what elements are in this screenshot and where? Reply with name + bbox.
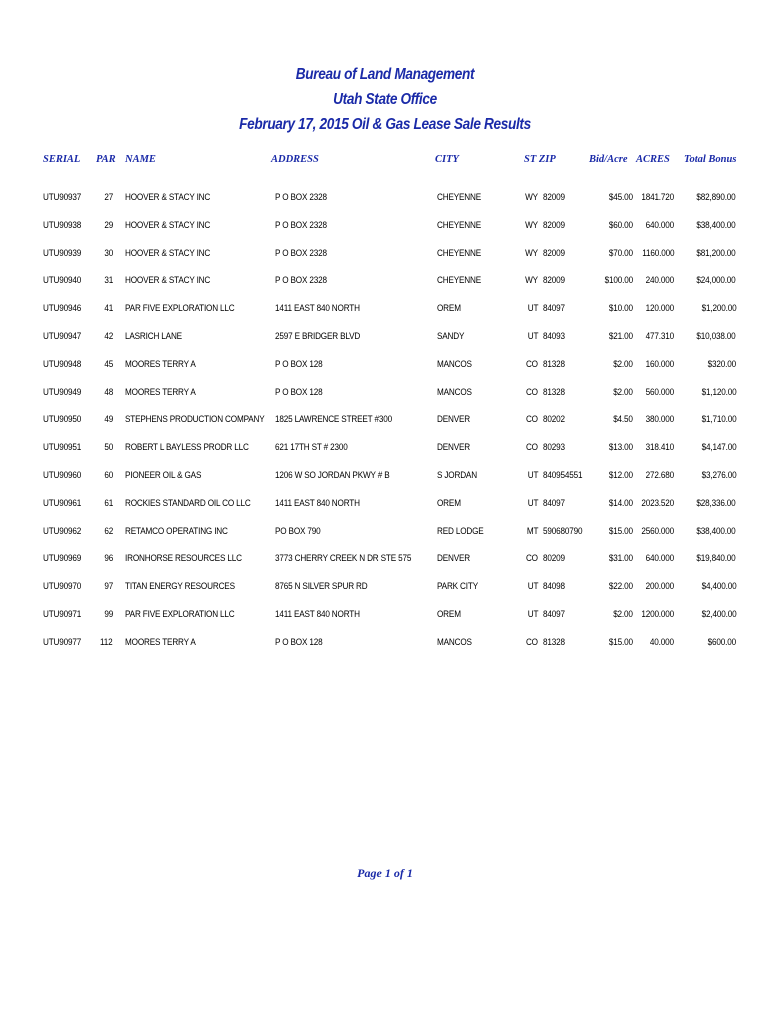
cell-acres: 200.000 — [645, 581, 674, 593]
cell-state: WY — [525, 219, 538, 231]
cell-zip: 81328 — [543, 386, 565, 398]
cell-state: WY — [525, 275, 538, 287]
cell-city: CHEYENNE — [437, 275, 482, 287]
cell-address: P O BOX 2328 — [275, 275, 327, 287]
cell-state: UT — [527, 497, 538, 509]
cell-bonus: $320.00 — [707, 358, 736, 370]
cell-address: 1206 W SO JORDAN PKWY # B — [275, 470, 390, 481]
cell-zip: 80209 — [543, 553, 565, 565]
cell-city: OREM — [437, 303, 461, 315]
cell-name: HOOVER & STACY INC — [125, 247, 211, 259]
cell-acres: 1160.000 — [641, 247, 674, 259]
cell-par: 30 — [104, 247, 113, 259]
cell-address: 1825 LAWRENCE STREET #300 — [275, 414, 392, 426]
cell-par: 45 — [104, 358, 113, 370]
cell-bid: $2.00 — [613, 358, 633, 370]
cell-city: CHEYENNE — [437, 219, 482, 231]
page-number: Page 1 of 1 — [357, 866, 413, 880]
cell-acres: 2023.520 — [641, 497, 674, 509]
table-row — [0, 498, 770, 512]
cell-bid: $10.00 — [609, 303, 633, 315]
cell-bid: $13.00 — [609, 442, 633, 454]
cell-city: MANCOS — [437, 386, 472, 398]
header-serial: SERIAL — [43, 154, 81, 165]
header-st-zip: ST ZIP — [524, 154, 556, 165]
cell-bonus: $1,710.00 — [701, 414, 736, 426]
cell-bonus: $3,276.00 — [701, 470, 736, 481]
cell-par: 48 — [104, 386, 113, 398]
cell-acres: 120.000 — [645, 303, 674, 315]
cell-name: TITAN ENERGY RESOURCES — [125, 581, 235, 593]
cell-address: 1411 EAST 840 NORTH — [275, 497, 360, 509]
cell-bid: $45.00 — [609, 192, 633, 203]
cell-bonus: $4,147.00 — [701, 442, 736, 454]
cell-serial: UTU90977 — [43, 636, 82, 648]
cell-state: WY — [525, 192, 538, 203]
cell-city: MANCOS — [437, 358, 472, 370]
cell-name: MOORES TERRY A — [125, 386, 196, 398]
cell-zip: 84097 — [543, 609, 565, 620]
cell-par: 41 — [104, 303, 113, 315]
cell-state: CO — [526, 442, 538, 454]
cell-bid: $12.00 — [609, 470, 633, 481]
cell-name: LASRICH LANE — [125, 331, 182, 342]
cell-name: MOORES TERRY A — [125, 358, 196, 370]
cell-bid: $60.00 — [609, 219, 633, 231]
cell-state: CO — [526, 386, 538, 398]
cell-address: 8765 N SILVER SPUR RD — [275, 581, 368, 593]
table-row — [0, 331, 770, 345]
table-row — [0, 637, 770, 651]
cell-serial: UTU90962 — [43, 525, 82, 537]
header-par: PAR — [96, 154, 116, 165]
cell-zip: 84097 — [543, 303, 565, 315]
cell-state: WY — [525, 247, 538, 259]
table-row — [0, 248, 770, 262]
title-office: Utah State Office — [333, 91, 437, 108]
cell-bonus: $24,000.00 — [696, 275, 736, 287]
cell-address: P O BOX 128 — [275, 636, 323, 648]
cell-bid: $14.00 — [609, 497, 633, 509]
cell-zip: 84097 — [543, 497, 565, 509]
cell-state: CO — [526, 414, 538, 426]
cell-name: ROBERT L BAYLESS PRODR LLC — [125, 442, 249, 454]
cell-serial: UTU90969 — [43, 553, 82, 565]
table-row — [0, 275, 770, 289]
cell-address: P O BOX 128 — [275, 358, 323, 370]
cell-acres: 40.000 — [650, 636, 674, 648]
cell-name: RETAMCO OPERATING INC — [125, 525, 228, 537]
cell-zip: 80293 — [543, 442, 565, 454]
cell-bid: $2.00 — [613, 386, 633, 398]
cell-serial: UTU90971 — [43, 609, 82, 620]
cell-name: ROCKIES STANDARD OIL CO LLC — [125, 497, 251, 509]
cell-bonus: $81,200.00 — [696, 247, 736, 259]
cell-zip: 84093 — [543, 331, 565, 342]
cell-serial: UTU90948 — [43, 358, 82, 370]
cell-state: UT — [527, 331, 538, 342]
cell-par: 112 — [100, 636, 113, 648]
cell-bid: $2.00 — [613, 609, 633, 620]
cell-city: DENVER — [437, 442, 471, 454]
cell-acres: 1841.720 — [641, 192, 674, 203]
cell-state: MT — [526, 525, 538, 537]
cell-bid: $31.00 — [609, 553, 633, 565]
header-bid-acre: Bid/Acre — [589, 154, 628, 165]
cell-bid: $4.50 — [613, 414, 633, 426]
cell-par: 62 — [104, 525, 113, 537]
cell-address: 1411 EAST 840 NORTH — [275, 609, 360, 620]
cell-city: PARK CITY — [437, 581, 478, 593]
cell-zip: 81328 — [543, 358, 565, 370]
cell-bonus: $2,400.00 — [701, 609, 736, 620]
cell-zip: 82009 — [543, 219, 565, 231]
cell-bid: $100.00 — [604, 275, 633, 287]
header-address: ADDRESS — [271, 154, 319, 165]
cell-address: 1411 EAST 840 NORTH — [275, 303, 360, 315]
cell-zip: 82009 — [543, 275, 565, 287]
cell-bonus: $4,400.00 — [701, 581, 736, 593]
cell-city: OREM — [437, 497, 461, 509]
cell-par: 29 — [104, 219, 113, 231]
header-acres: ACRES — [636, 154, 670, 165]
cell-city: DENVER — [437, 414, 471, 426]
cell-acres: 160.000 — [645, 358, 674, 370]
table-row — [0, 414, 770, 428]
table-row — [0, 442, 770, 456]
cell-state: UT — [527, 470, 538, 481]
cell-acres: 2560.000 — [641, 525, 674, 537]
cell-zip: 590680790 — [543, 525, 583, 537]
cell-state: CO — [526, 358, 538, 370]
cell-acres: 1200.000 — [641, 609, 674, 620]
header-name: NAME — [125, 154, 156, 165]
cell-name: HOOVER & STACY INC — [125, 275, 211, 287]
cell-serial: UTU90960 — [43, 470, 82, 481]
cell-name: STEPHENS PRODUCTION COMPANY — [125, 414, 265, 426]
cell-city: OREM — [437, 609, 461, 620]
cell-bonus: $38,400.00 — [696, 219, 736, 231]
cell-par: 49 — [104, 414, 113, 426]
cell-serial: UTU90939 — [43, 247, 82, 259]
cell-city: RED LODGE — [437, 525, 484, 537]
cell-name: PIONEER OIL & GAS — [125, 470, 202, 481]
cell-city: CHEYENNE — [437, 247, 482, 259]
cell-zip: 80202 — [543, 414, 565, 426]
cell-city: SANDY — [437, 331, 465, 342]
cell-address: 3773 CHERRY CREEK N DR STE 575 — [275, 553, 412, 565]
cell-par: 99 — [104, 609, 113, 620]
cell-acres: 380.000 — [645, 414, 674, 426]
cell-bid: $15.00 — [609, 636, 633, 648]
cell-serial: UTU90951 — [43, 442, 82, 454]
cell-serial: UTU90937 — [43, 192, 82, 203]
cell-par: 60 — [104, 470, 113, 481]
table-row — [0, 553, 770, 567]
cell-bonus: $1,200.00 — [701, 303, 736, 315]
cell-state: UT — [527, 581, 538, 593]
cell-acres: 560.000 — [645, 386, 674, 398]
table-row — [0, 387, 770, 401]
cell-address: 2597 E BRIDGER BLVD — [275, 331, 361, 342]
cell-bonus: $600.00 — [707, 636, 736, 648]
table-row — [0, 470, 770, 484]
cell-zip: 840954551 — [543, 470, 583, 481]
cell-bid: $21.00 — [609, 331, 633, 342]
cell-name: PAR FIVE EXPLORATION LLC — [125, 303, 235, 315]
cell-acres: 240.000 — [645, 275, 674, 287]
title-sale: February 17, 2015 Oil & Gas Lease Sale Results — [239, 116, 531, 133]
cell-serial: UTU90940 — [43, 275, 82, 287]
cell-zip: 84098 — [543, 581, 565, 593]
cell-serial: UTU90946 — [43, 303, 82, 315]
header-total-bonus: Total Bonus — [684, 154, 737, 165]
cell-state: CO — [526, 553, 538, 565]
cell-name: HOOVER & STACY INC — [125, 219, 211, 231]
cell-name: PAR FIVE EXPLORATION LLC — [125, 609, 235, 620]
report-title — [0, 62, 770, 137]
cell-par: 31 — [104, 275, 113, 287]
cell-state: UT — [527, 303, 538, 315]
cell-city: DENVER — [437, 553, 471, 565]
cell-acres: 477.310 — [645, 331, 674, 342]
cell-city: MANCOS — [437, 636, 472, 648]
header-city: CITY — [435, 154, 459, 165]
cell-par: 50 — [104, 442, 113, 454]
cell-bonus: $10,038.00 — [696, 331, 736, 342]
cell-acres: 640.000 — [645, 219, 674, 231]
cell-par: 61 — [104, 497, 113, 509]
table-row — [0, 192, 770, 206]
cell-name: IRONHORSE RESOURCES LLC — [125, 553, 242, 565]
cell-serial: UTU90970 — [43, 581, 82, 593]
cell-par: 27 — [104, 192, 113, 203]
cell-zip: 81328 — [543, 636, 565, 648]
table-row — [0, 581, 770, 595]
table-row — [0, 359, 770, 373]
cell-state: CO — [526, 636, 538, 648]
cell-par: 97 — [104, 581, 113, 593]
cell-name: MOORES TERRY A — [125, 636, 196, 648]
cell-serial: UTU90961 — [43, 497, 82, 509]
cell-address: P O BOX 2328 — [275, 247, 327, 259]
cell-zip: 82009 — [543, 192, 565, 203]
cell-bid: $22.00 — [609, 581, 633, 593]
cell-zip: 82009 — [543, 247, 565, 259]
cell-serial: UTU90947 — [43, 331, 82, 342]
table-row — [0, 220, 770, 234]
cell-serial: UTU90950 — [43, 414, 82, 426]
cell-acres: 318.410 — [645, 442, 674, 454]
cell-address: PO BOX 790 — [275, 525, 321, 537]
cell-serial: UTU90949 — [43, 386, 82, 398]
cell-bonus: $28,336.00 — [696, 497, 736, 509]
cell-address: P O BOX 2328 — [275, 192, 327, 203]
cell-city: S JORDAN — [437, 470, 477, 481]
cell-address: 621 17TH ST # 2300 — [275, 442, 348, 454]
table-row — [0, 303, 770, 317]
cell-city: CHEYENNE — [437, 192, 482, 203]
title-agency: Bureau of Land Management — [295, 66, 475, 83]
cell-state: UT — [527, 609, 538, 620]
cell-bid: $70.00 — [609, 247, 633, 259]
cell-serial: UTU90938 — [43, 219, 82, 231]
table-row — [0, 526, 770, 540]
cell-acres: 272.680 — [645, 470, 674, 481]
cell-acres: 640.000 — [645, 553, 674, 565]
cell-par: 42 — [104, 331, 113, 342]
cell-bid: $15.00 — [609, 525, 633, 537]
cell-address: P O BOX 2328 — [275, 219, 327, 231]
cell-name: HOOVER & STACY INC — [125, 192, 211, 203]
cell-bonus: $82,890.00 — [696, 192, 736, 203]
cell-bonus: $19,840.00 — [696, 553, 736, 565]
cell-bonus: $38,400.00 — [696, 525, 736, 537]
table-row — [0, 609, 770, 623]
cell-address: P O BOX 128 — [275, 386, 323, 398]
cell-bonus: $1,120.00 — [701, 386, 736, 398]
cell-par: 96 — [104, 553, 113, 565]
